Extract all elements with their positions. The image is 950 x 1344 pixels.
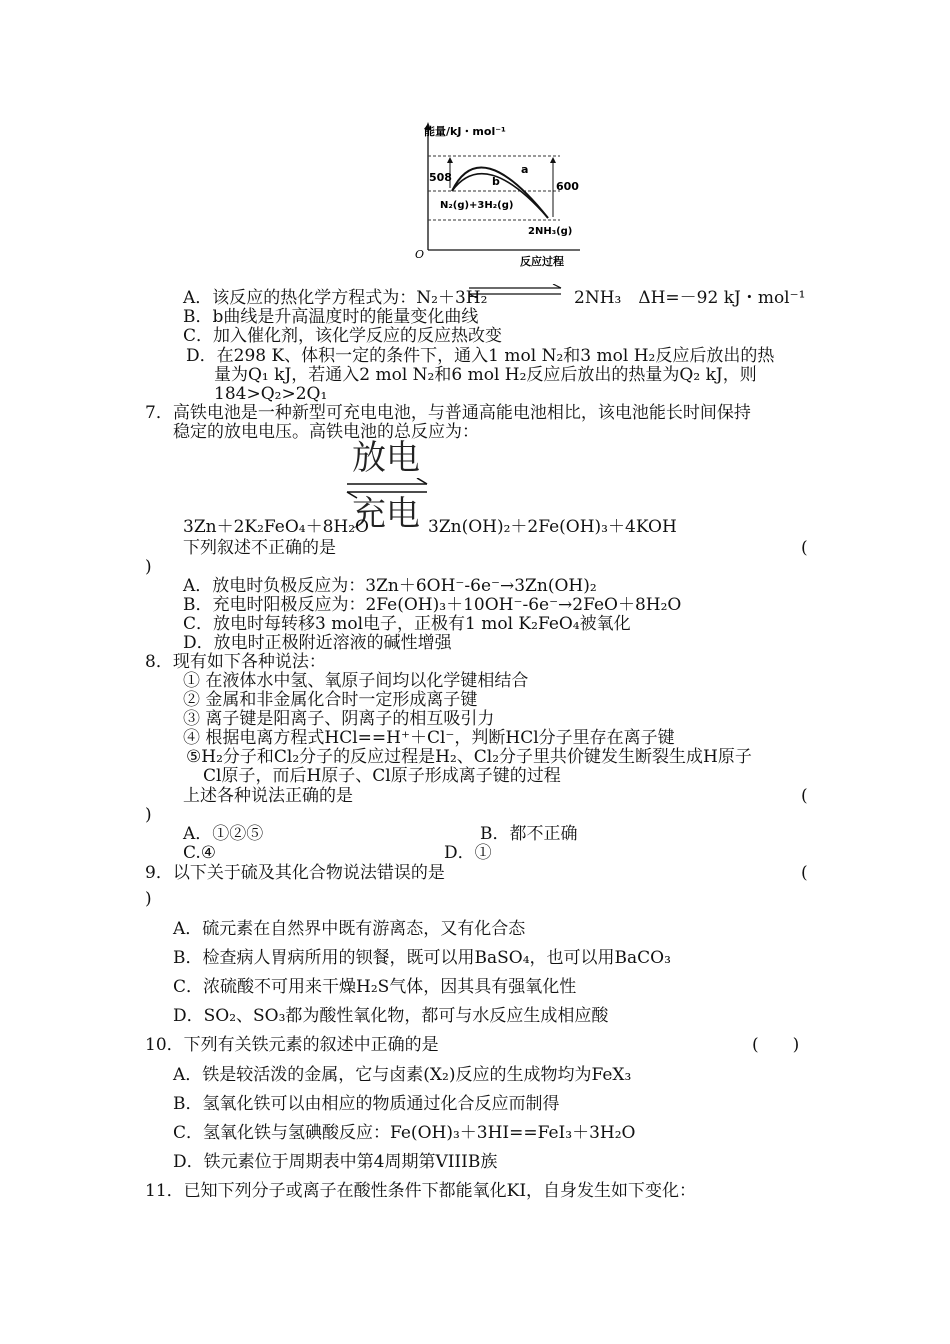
q8-statement-3: ③ 离子键是阳离子、阴离子的相互吸引力 [183, 709, 495, 729]
q10-option-c: C．氢氧化铁与氢碘酸反应：Fe(OH)₃＋3HI==FeI₃＋3H₂O [173, 1123, 636, 1143]
q6-option-d-line1: D．在298 K、体积一定的条件下，通入1 mol N₂和3 mol H₂反应后放出的热 [186, 346, 775, 366]
q8-answer-paren-open: ( [801, 786, 808, 806]
q7-question: 下列叙述不正确的是 [183, 538, 336, 558]
q10-stem: 10．下列有关铁元素的叙述中正确的是 [145, 1035, 439, 1055]
q10-option-d: D．铁元素位于周期表中第4周期第VIIIB族 [173, 1152, 498, 1172]
q8-statement-2: ② 金属和非金属化合时一定形成离子键 [183, 690, 478, 710]
q6-option-b: B．b曲线是升高温度时的能量变化曲线 [183, 307, 479, 327]
q9-option-c: C．浓硫酸不可用来干燥H₂S气体，因其具有强氧化性 [173, 977, 577, 997]
q6-option-a-right: 2NH₃ ΔH=－92 kJ・mol⁻¹ [574, 288, 806, 308]
q7-reaction-rhs: 3Zn(OH)₂＋2Fe(OH)₃＋4KOH [428, 517, 677, 537]
reversible-arrow-icon [465, 284, 565, 298]
q7-option-d: D．放电时正极附近溶液的碱性增强 [183, 633, 452, 653]
q7-option-c: C．放电时每转移3 mol电子，正极有1 mol K₂FeO₄被氧化 [183, 614, 631, 634]
q10-answer-paren: ( ) [752, 1035, 800, 1055]
q8-answer-paren-close: ) [145, 805, 152, 825]
q9-stem: 9．以下关于硫及其化合物说法错误的是 [145, 863, 445, 883]
q11-stem: 11．已知下列分子或离子在酸性条件下都能氧化KI，自身发生如下变化： [145, 1181, 697, 1201]
curve-b [452, 174, 548, 218]
arrow-head-600 [550, 157, 556, 163]
reactants-label: N₂(g)+3H₂(g) [440, 200, 514, 211]
q8-option-b: B．都不正确 [480, 824, 578, 844]
products-label: 2NH₃(g) [528, 226, 573, 237]
q9-option-b: B．检查病人胃病所用的钡餐，既可以用BaSO₄，也可以用BaCO₃ [173, 948, 671, 968]
value-508: 508 [429, 171, 452, 184]
q8-statement-5-line2: Cl原子，而后H原子、Cl原子形成离子键的过程 [203, 766, 561, 786]
q7-option-b: B．充电时阳极反应为：2Fe(OH)₃＋10OH⁻-6e⁻→2FeO＋8H₂O [183, 595, 682, 615]
q8-stem: 8．现有如下各种说法： [145, 652, 326, 672]
x-axis-label: 反应过程 [520, 255, 564, 268]
q10-option-a: A．铁是较活泼的金属，它与卤素(X₂)反应的生成物均为FeX₃ [173, 1065, 632, 1085]
y-axis-label: 能量/kJ・mol⁻¹ [424, 125, 506, 138]
q8-statement-4: ④ 根据电离方程式HCl==H⁺＋Cl⁻，判断HCl分子里存在离子键 [183, 728, 675, 748]
q6-option-c: C．加入催化剂，该化学反应的反应热改变 [183, 326, 503, 346]
q7-option-a: A．放电时负极反应为：3Zn＋6OH⁻-6e⁻→3Zn(OH)₂ [183, 576, 597, 596]
q7-reaction-lhs: 3Zn＋2K₂FeO₄＋8H₂O [183, 517, 369, 537]
q9-answer-paren-close: ) [145, 889, 152, 909]
curve-a-label: a [521, 163, 529, 176]
q8-statement-5-line1: ⑤H₂分子和Cl₂分子的反应过程是H₂、Cl₂分子里共价键发生断裂生成H原子 [186, 747, 752, 767]
q8-option-d: D．① [444, 843, 492, 863]
curve-b-label: b [492, 175, 500, 188]
energy-diagram [410, 118, 585, 268]
q7-stem-line2: 稳定的放电电压。高铁电池的总反应为： [173, 422, 479, 442]
q10-option-b: B．氢氧化铁可以由相应的物质通过化合反应而制得 [173, 1094, 560, 1114]
q6-option-d-line2: 量为Q₁ kJ，若通入2 mol N₂和6 mol H₂反应后放出的热量为Q₂ kJ，则 [214, 365, 757, 385]
q8-option-c: C.④ [183, 843, 217, 863]
discharge-label: 放电 [352, 438, 420, 478]
value-600: 600 [556, 180, 579, 193]
q8-statement-1: ① 在液体水中氢、氧原子间均以化学键相结合 [183, 671, 529, 691]
q7-answer-paren-close: ) [145, 557, 152, 577]
origin-label: O [415, 248, 425, 261]
q9-option-a: A．硫元素在自然界中既有游离态，又有化合态 [173, 919, 526, 939]
q6-option-d-line3: 184>Q₂>2Q₁ [214, 384, 328, 404]
q9-option-d: D．SO₂、SO₃都为酸性氧化物，都可与水反应生成相应酸 [173, 1006, 609, 1026]
q8-option-a: A．①②⑤ [183, 824, 264, 844]
q9-answer-paren-open: ( [801, 863, 808, 883]
arrow-head-508 [447, 157, 453, 163]
q7-answer-paren-open: ( [801, 538, 808, 558]
q6-option-a-left: A．该反应的热化学方程式为：N₂＋3H₂ [183, 288, 488, 308]
q8-question: 上述各种说法正确的是 [183, 786, 353, 806]
q7-stem-line1: 7．高铁电池是一种新型可充电电池，与普通高能电池相比，该电池能长时间保持 [145, 403, 751, 423]
charge-label: 充电 [352, 494, 420, 534]
